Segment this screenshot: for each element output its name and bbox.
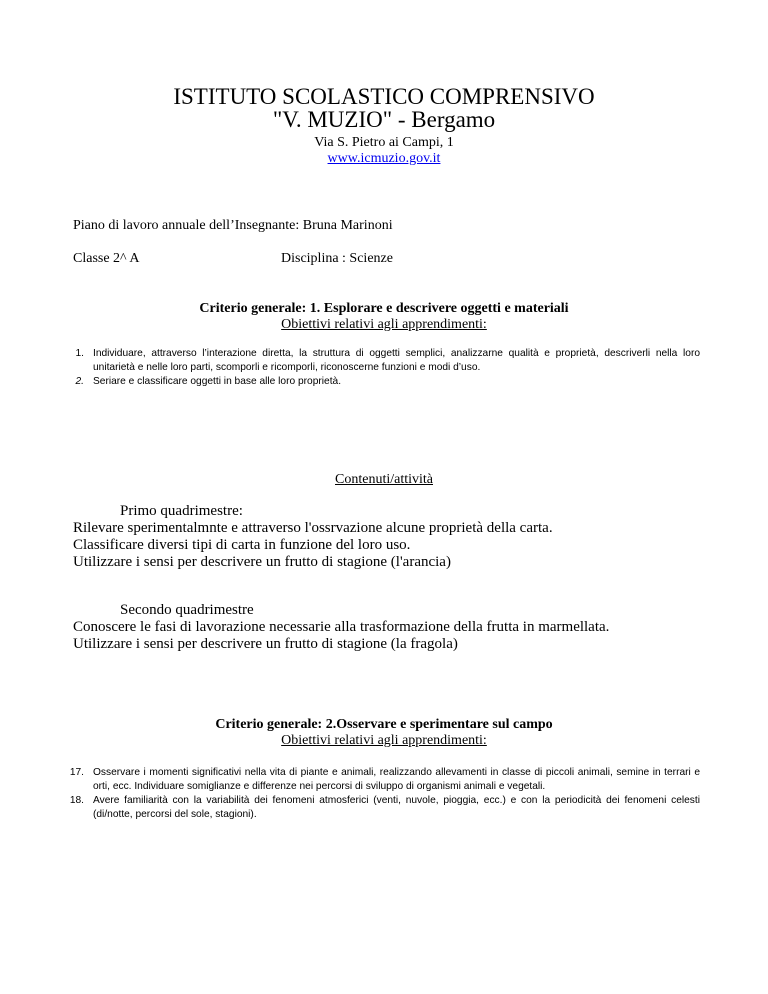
first-term-line: Rilevare sperimentalmnte e attraverso l'ossrvazione alcune proprietà della carta. [73, 520, 553, 536]
criterion2-subtitle: Obiettivi relativi agli apprendimenti: [281, 733, 487, 748]
first-term-label: Primo quadrimestre: [120, 503, 243, 519]
list-item-text: Individuare, attraverso l’interazione diretta, la struttura di oggetti semplici, analizzarne qualità e proprietà, descriverli nella loro unitarietà e nelle loro parti, scomporli e ricomporli, riconoscerne funzioni e modi d’uso. [93, 348, 700, 373]
school-name-line2: "V. MUZIO" - Bergamo [272, 107, 496, 132]
school-name-line1: ISTITUTO SCOLASTICO COMPRENSIVO [173, 84, 595, 109]
list-item-text: Seriare e classificare oggetti in base alle loro proprietà. [93, 376, 342, 387]
list-item-text: Osservare i momenti significativi nella vita di piante e animali, realizzando allevamenti in classe di piccoli animali, semine in terrari e orti, ecc. Individuare somiglianze e differenze nei percorsi di sviluppo di organismi animali e vegetali. [93, 767, 700, 792]
criterion2-title: Criterio generale: 2.Osservare e sperimentare sul campo [215, 717, 553, 732]
list-item-text: Avere familiarità con la variabilità dei fenomeni atmosferici (venti, nuvole, pioggia, ecc.) e con la periodicità dei fenomeni celesti (di/notte, percorsi del sole, stagioni). [93, 795, 700, 820]
second-term-line: Utilizzare i sensi per descrivere un frutto di stagione (la fragola) [73, 636, 458, 652]
criterion1-objectives-list [60, 347, 700, 389]
first-term-line: Utilizzare i sensi per descrivere un frutto di stagione (l'arancia) [73, 554, 451, 570]
list-item-number: 18. [69, 795, 84, 806]
criterion1-subtitle: Obiettivi relativi agli apprendimenti: [281, 317, 487, 332]
list-item [60, 794, 700, 822]
subject-label: Disciplina : Scienze [281, 251, 393, 266]
list-item-number: 1. [75, 348, 84, 359]
list-item-number: 2. [75, 376, 84, 387]
list-item [60, 375, 700, 389]
school-website-link[interactable]: www.icmuzio.gov.it [327, 151, 441, 166]
criterion1-title: Criterio generale: 1. Esplorare e descrivere oggetti e materiali [199, 301, 569, 316]
list-item [60, 347, 700, 375]
contents-heading: Contenuti/attività [335, 472, 433, 487]
second-term-line: Conoscere le fasi di lavorazione necessarie alla trasformazione della frutta in marmellata. [73, 619, 610, 635]
list-item-number: 17. [69, 767, 84, 778]
criterion2-objectives-list [60, 766, 700, 822]
school-address: Via S. Pietro ai Campi, 1 [314, 135, 454, 150]
class-label: Classe 2^ A [73, 251, 140, 266]
list-item [60, 766, 700, 794]
first-term-line: Classificare diversi tipi di carta in funzione del loro uso. [73, 537, 411, 553]
second-term-label: Secondo quadrimestre [120, 602, 254, 618]
teacher-line: Piano di lavoro annuale dell’Insegnante: Bruna Marinoni [73, 218, 393, 233]
